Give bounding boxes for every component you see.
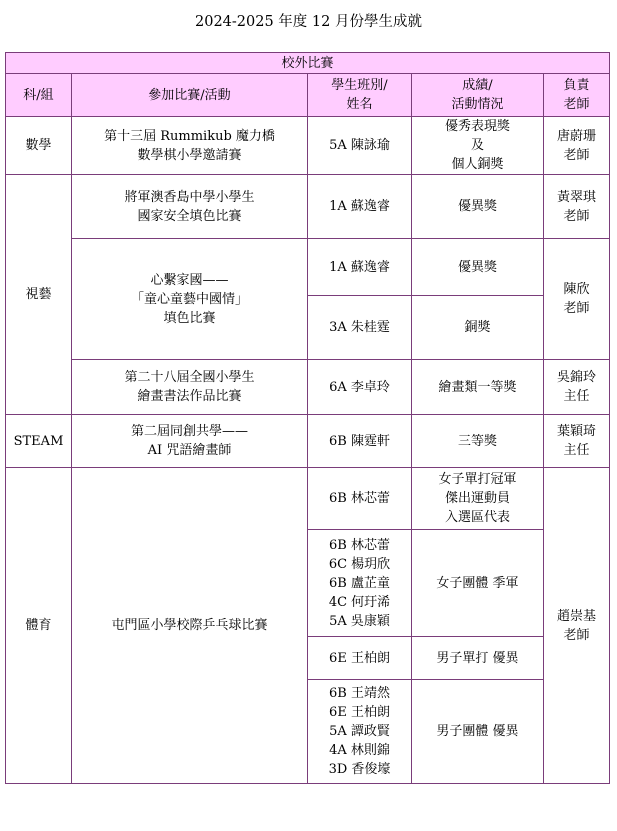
- subject-cell: STEAM: [6, 415, 72, 468]
- student-cell-line: 6B 林芯蕾: [329, 491, 390, 506]
- table-row: [6, 239, 610, 296]
- student-cell: [308, 175, 412, 239]
- student-cell: [308, 530, 412, 637]
- student-cell-line: 5A 陳詠瑜: [329, 138, 390, 153]
- teacher-cell-line: 主任: [563, 443, 590, 458]
- teacher-cell-line: 陳欣: [563, 282, 590, 297]
- teacher-cell-line: 老師: [563, 147, 590, 163]
- student-cell-line: 6A 李卓玲: [329, 379, 390, 395]
- event-name-cell-line: 第二十八屆全國小學生: [124, 370, 255, 385]
- student-cell-line: 4C 何玗浠: [328, 594, 391, 610]
- event-name-cell-line: 「童心童藝中國情」: [130, 291, 248, 307]
- student-cell-line: 6B 林芯蕾: [329, 537, 390, 553]
- subject-cell: 體育: [6, 468, 72, 784]
- teacher-cell-line: 唐蔚珊: [557, 128, 597, 144]
- student-cell: [308, 468, 412, 530]
- student-cell-line: 4A 林則錦: [329, 743, 390, 758]
- result-cell-line: 男子團體 優異: [436, 724, 519, 739]
- event-name-cell-line: 繪畫書法作品比賽: [137, 389, 242, 404]
- result-cell-line: 個人銅獎: [451, 157, 504, 172]
- student-cell-line: 5A 譚政賢: [329, 724, 390, 739]
- result-cell: [412, 468, 544, 530]
- col-header-result-line: 成績/: [462, 78, 493, 93]
- teacher-cell: [544, 175, 610, 239]
- student-cell: [308, 637, 412, 680]
- result-cell: [412, 415, 544, 468]
- event-name-cell-line: 填色比賽: [163, 310, 216, 326]
- result-cell-line: 及: [470, 138, 484, 153]
- event-name-cell-line: 屯門區小學校際乒乓球比賽: [111, 618, 268, 633]
- subject-cell: 數學: [6, 117, 72, 175]
- teacher-cell-line: 主任: [563, 389, 590, 404]
- student-cell: [308, 360, 412, 415]
- student-cell-line: 6C 楊玥欣: [328, 556, 391, 572]
- event-name-cell: [72, 468, 308, 784]
- event-name-cell-line: 國家安全填色比賽: [137, 208, 242, 224]
- col-header-student: [308, 74, 412, 117]
- teacher-cell-line: 趙崇基: [557, 608, 597, 624]
- student-cell-line: 3D 香俊壕: [328, 762, 391, 777]
- student-cell-line: 1A 蘇逸睿: [329, 199, 390, 214]
- result-cell-line: 女子團體 季軍: [436, 575, 519, 591]
- teacher-cell: [544, 360, 610, 415]
- result-cell-line: 傑出運動員: [444, 491, 510, 506]
- col-header-subject: 科/組: [6, 74, 72, 117]
- event-name-cell: [72, 415, 308, 468]
- teacher-cell-line: 老師: [563, 208, 590, 224]
- student-cell: [308, 239, 412, 296]
- student-cell-line: 5A 吳康穎: [329, 613, 390, 629]
- result-cell-line: 男子單打 優異: [436, 650, 519, 666]
- teacher-cell-line: 吳錦玲: [557, 370, 597, 385]
- student-cell-line: 6B 陳霆軒: [329, 433, 390, 449]
- table-row: [6, 468, 610, 530]
- teacher-cell-line: 老師: [563, 627, 590, 643]
- student-cell-line: 6E 王柏朗: [329, 650, 390, 666]
- result-cell-line: 銅獎: [464, 320, 491, 335]
- student-cell-line: 6E 王柏朗: [329, 705, 390, 720]
- teacher-cell: [544, 415, 610, 468]
- result-cell: [412, 296, 544, 360]
- col-header-teacher-line: 老師: [563, 97, 590, 112]
- result-cell-line: 優異獎: [457, 259, 497, 275]
- event-name-cell: [72, 360, 308, 415]
- teacher-cell: [544, 239, 610, 360]
- subject-cell: 視藝: [6, 175, 72, 415]
- col-header-result: [412, 74, 544, 117]
- achievement-table: [5, 52, 610, 784]
- result-cell: [412, 239, 544, 296]
- result-cell-line: 入選區代表: [444, 510, 510, 525]
- result-cell-line: 三等獎: [457, 433, 497, 449]
- table-row: [6, 175, 610, 239]
- col-header-event: 參加比賽/活動: [72, 74, 308, 117]
- teacher-cell-line: 葉穎琦: [557, 424, 597, 439]
- table-row: [6, 360, 610, 415]
- result-cell: [412, 637, 544, 680]
- result-cell-line: 優異獎: [457, 199, 497, 214]
- event-name-cell-line: 數學棋小學邀請賽: [137, 147, 242, 163]
- col-header-teacher: [544, 74, 610, 117]
- teacher-cell: [544, 117, 610, 175]
- student-cell-line: 3A 朱桂霆: [329, 320, 390, 335]
- page-title: 2024-2025 年度 12 月份學生成就: [195, 14, 422, 30]
- col-header-student-line: 學生班別/: [331, 78, 388, 93]
- event-name-cell: [72, 239, 308, 360]
- col-header-teacher-line: 負責: [563, 78, 590, 93]
- table-row: [6, 415, 610, 468]
- result-cell: [412, 360, 544, 415]
- col-header-student-line: 姓名: [346, 97, 373, 112]
- student-cell-line: 1A 蘇逸睿: [329, 259, 390, 275]
- student-cell: [308, 117, 412, 175]
- student-cell: [308, 296, 412, 360]
- section-header: 校外比賽: [6, 53, 610, 74]
- result-cell: [412, 117, 544, 175]
- teacher-cell-line: 老師: [563, 301, 590, 316]
- student-cell: [308, 680, 412, 784]
- event-name-cell: [72, 117, 308, 175]
- event-name-cell-line: 第二屆同創共學——: [130, 424, 248, 439]
- result-cell: [412, 530, 544, 637]
- col-header-result-line: 活動情況: [451, 97, 504, 112]
- student-cell-line: 6B 盧芷童: [329, 575, 390, 591]
- event-name-cell-line: 第十三屆 Rummikub 魔力橋: [104, 128, 275, 144]
- teacher-cell: [544, 468, 610, 784]
- result-cell-line: 優秀表現獎: [444, 119, 510, 134]
- event-name-cell-line: 心繫家國——: [150, 272, 229, 288]
- column-header-row: [6, 74, 610, 117]
- result-cell-line: 女子單打冠軍: [438, 472, 517, 487]
- event-name-cell: [72, 175, 308, 239]
- result-cell: [412, 680, 544, 784]
- student-cell-line: 6B 王靖然: [329, 686, 390, 701]
- teacher-cell-line: 黃翠琪: [557, 189, 597, 205]
- student-cell: [308, 415, 412, 468]
- result-cell: [412, 175, 544, 239]
- table-row: [6, 117, 610, 175]
- event-name-cell-line: AI 咒語繪畫師: [147, 443, 232, 458]
- result-cell-line: 繪畫類一等獎: [438, 379, 517, 395]
- event-name-cell-line: 將軍澳香島中學小學生: [124, 189, 255, 205]
